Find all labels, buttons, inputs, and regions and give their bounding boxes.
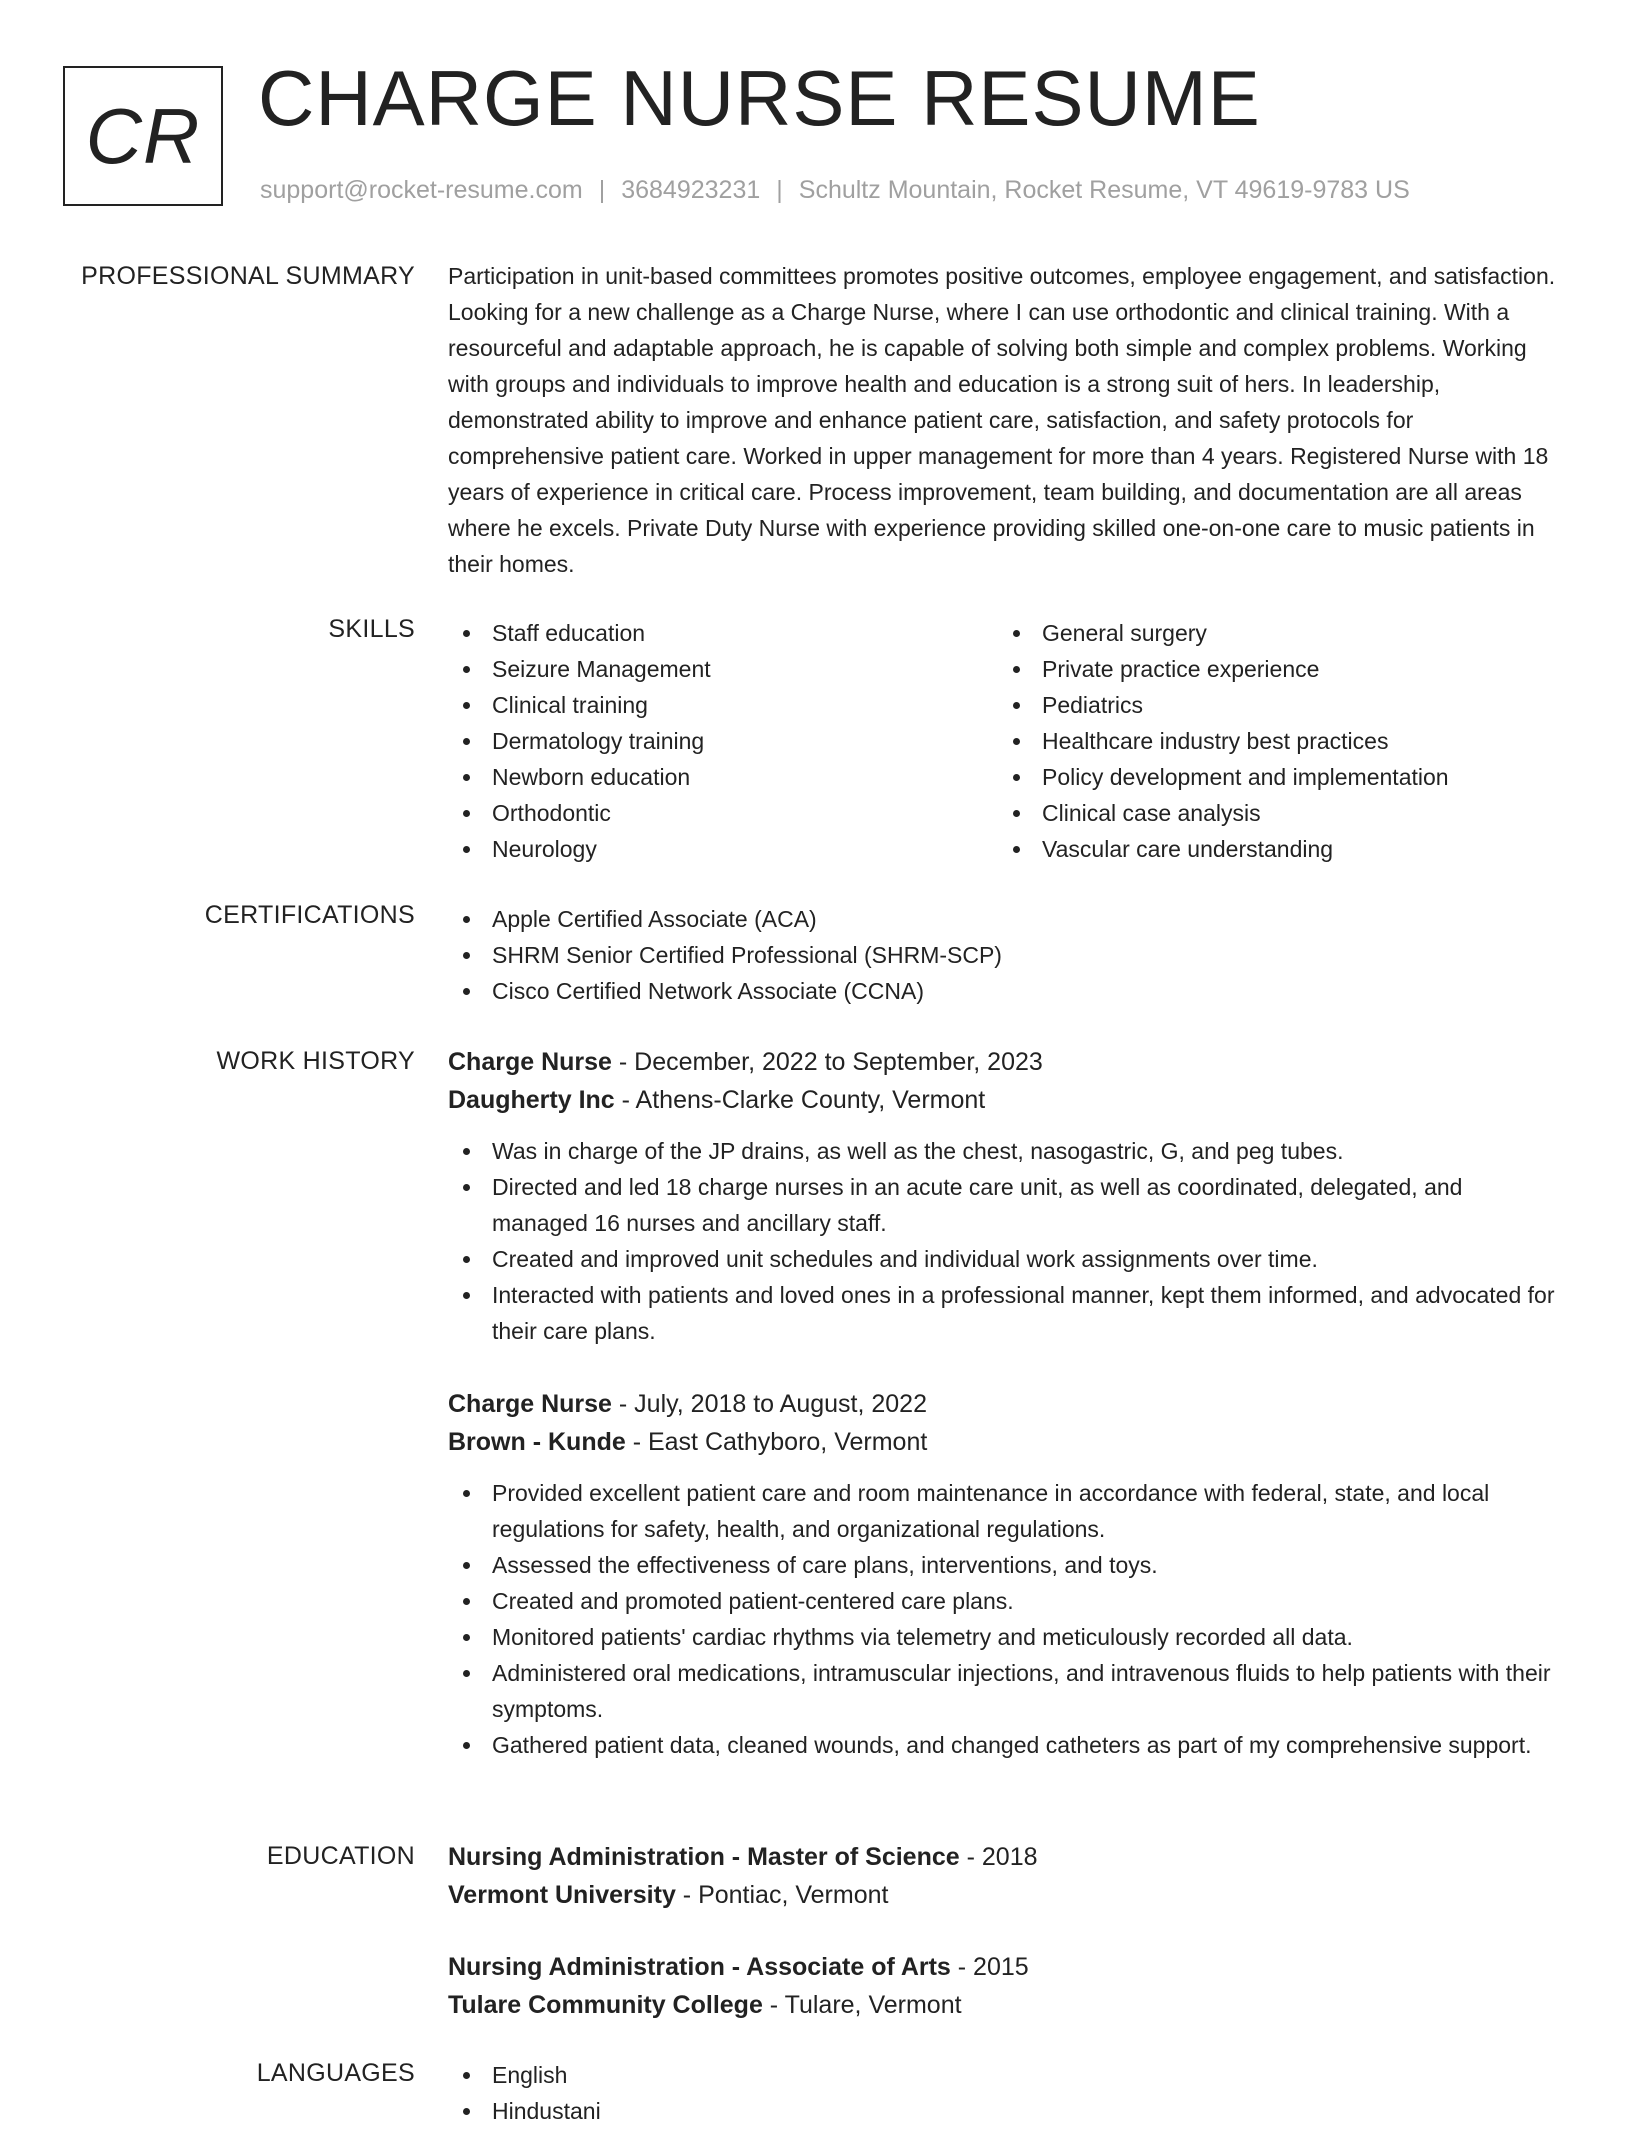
section-label-languages: LANGUAGES — [256, 2059, 415, 2087]
language-item: Hindustani — [448, 2093, 1563, 2129]
education-year: - 2018 — [959, 1843, 1038, 1871]
contact-separator: | — [776, 176, 783, 204]
certification-item: Cisco Certified Network Associate (CCNA) — [448, 973, 1563, 1009]
language-item: English — [448, 2057, 1563, 2093]
education-year: - 2015 — [950, 1953, 1029, 1981]
job-duty: Provided excellent patient care and room maintenance in accordance with federal, state, and local regulations for safety, health, and organizational regulations. — [448, 1475, 1563, 1547]
summary-text: Participation in unit-based committees promotes positive outcomes, employee engagement, and satisfaction. Looking for a new challenge as a Charge Nurse, where I can use orthodontic and clinical training. With a resourceful and adaptable approach, he is capable of solving both simple and complex problems. Working with groups and individuals to improve health and education is a strong suit of hers. In leadership, demonstrated ability to improve and enhance patient care, satisfaction, and safety protocols for comprehensive patient care. Worked in upper management for more than 4 years. Registered Nurse with 18 years of experience in critical care. Process improvement, team building, and documentation are all areas where he excels. Private Duty Nurse with experience providing skilled one-on-one care to music patients in their homes. — [448, 263, 1556, 577]
job-duty: Was in charge of the JP drains, as well as the chest, nasogastric, G, and peg tubes. — [448, 1133, 1563, 1169]
section-label-education: EDUCATION — [266, 1842, 415, 1870]
job-title-line — [448, 1385, 1563, 1423]
job-location: - East Cathyboro, Vermont — [625, 1428, 928, 1456]
education-location: - Pontiac, Vermont — [675, 1881, 889, 1909]
section-label-work-history: WORK HISTORY — [216, 1047, 415, 1075]
job-duty: Administered oral medications, intramuscular injections, and intravenous fluids to help patients with their symptoms. — [448, 1655, 1563, 1727]
job-title: Charge Nurse — [448, 1390, 612, 1418]
skill-item: Seizure Management — [448, 651, 988, 687]
skill-item: Healthcare industry best practices — [998, 723, 1538, 759]
certification-item: SHRM Senior Certified Professional (SHRM-SCP) — [448, 937, 1563, 973]
skill-item: Neurology — [448, 831, 988, 867]
education-entry — [448, 1948, 1563, 2024]
job-company: Brown - Kunde — [448, 1428, 626, 1456]
skill-item: Clinical training — [448, 687, 988, 723]
skills-list-left — [448, 615, 988, 867]
section-label-summary: PROFESSIONAL SUMMARY — [81, 262, 415, 290]
skill-item: General surgery — [998, 615, 1538, 651]
section-label-skills: SKILLS — [328, 615, 415, 643]
languages-list — [448, 2057, 1563, 2129]
education-school: Tulare Community College — [448, 1991, 763, 2019]
skill-item: Staff education — [448, 615, 988, 651]
job-duty: Gathered patient data, cleaned wounds, and changed catheters as part of my comprehensive support. — [448, 1727, 1563, 1763]
skill-item: Vascular care understanding — [998, 831, 1538, 867]
monogram-logo: CR — [63, 66, 223, 206]
resume-title: CHARGE NURSE RESUME — [258, 54, 1261, 142]
certification-item: Apple Certified Associate (ACA) — [448, 901, 1563, 937]
job-duty: Interacted with patients and loved ones in a professional manner, kept them informed, and advocated for their care plans. — [448, 1277, 1563, 1349]
contact-line — [260, 176, 1410, 205]
contact-separator: | — [598, 176, 606, 204]
job-duty: Monitored patients' cardiac rhythms via telemetry and meticulously recorded all data. — [448, 1619, 1563, 1655]
job-dates: - December, 2022 to September, 2023 — [611, 1048, 1043, 1076]
job-title: Charge Nurse — [448, 1048, 612, 1076]
job-duties-list — [448, 1133, 1563, 1349]
job-company: Daugherty Inc — [448, 1086, 615, 1114]
job-duty: Created and promoted patient-centered care plans. — [448, 1583, 1563, 1619]
education-degree: Nursing Administration - Master of Science — [448, 1843, 960, 1871]
education-location: - Tulare, Vermont — [762, 1991, 962, 2019]
skills-list-right — [998, 615, 1538, 867]
education-degree-line — [448, 1948, 1563, 1986]
job-entry — [448, 1385, 1563, 1763]
skill-item: Orthodontic — [448, 795, 988, 831]
certifications-list — [448, 901, 1563, 1009]
skill-item: Policy development and implementation — [998, 759, 1538, 795]
job-company-line — [448, 1423, 1563, 1461]
job-duties-list — [448, 1475, 1563, 1763]
job-dates: - July, 2018 to August, 2022 — [611, 1390, 927, 1418]
skill-item: Pediatrics — [998, 687, 1538, 723]
job-duty: Directed and led 18 charge nurses in an acute care unit, as well as coordinated, delegated, and managed 16 nurses and ancillary staff. — [448, 1169, 1563, 1241]
skill-item: Clinical case analysis — [998, 795, 1538, 831]
job-duty: Assessed the effectiveness of care plans, interventions, and toys. — [448, 1547, 1563, 1583]
education-school-line — [448, 1876, 1563, 1914]
contact-address: Schultz Mountain, Rocket Resume, VT 49619-9783 US — [798, 176, 1410, 204]
education-entry — [448, 1838, 1563, 1914]
job-location: - Athens-Clarke County, Vermont — [614, 1086, 986, 1114]
job-company-line — [448, 1081, 1563, 1119]
education-school-line — [448, 1986, 1563, 2024]
skill-item: Private practice experience — [998, 651, 1538, 687]
contact-email[interactable]: support@rocket-resume.com — [260, 176, 583, 204]
education-school: Vermont University — [448, 1881, 676, 1909]
education-degree: Nursing Administration - Associate of Arts — [448, 1953, 951, 1981]
contact-phone[interactable]: 3684923231 — [621, 176, 761, 204]
skill-item: Dermatology training — [448, 723, 988, 759]
education-degree-line — [448, 1838, 1563, 1876]
job-entry — [448, 1043, 1563, 1349]
skill-item: Newborn education — [448, 759, 988, 795]
job-duty: Created and improved unit schedules and individual work assignments over time. — [448, 1241, 1563, 1277]
job-title-line — [448, 1043, 1563, 1081]
section-label-certifications: CERTIFICATIONS — [204, 901, 415, 929]
